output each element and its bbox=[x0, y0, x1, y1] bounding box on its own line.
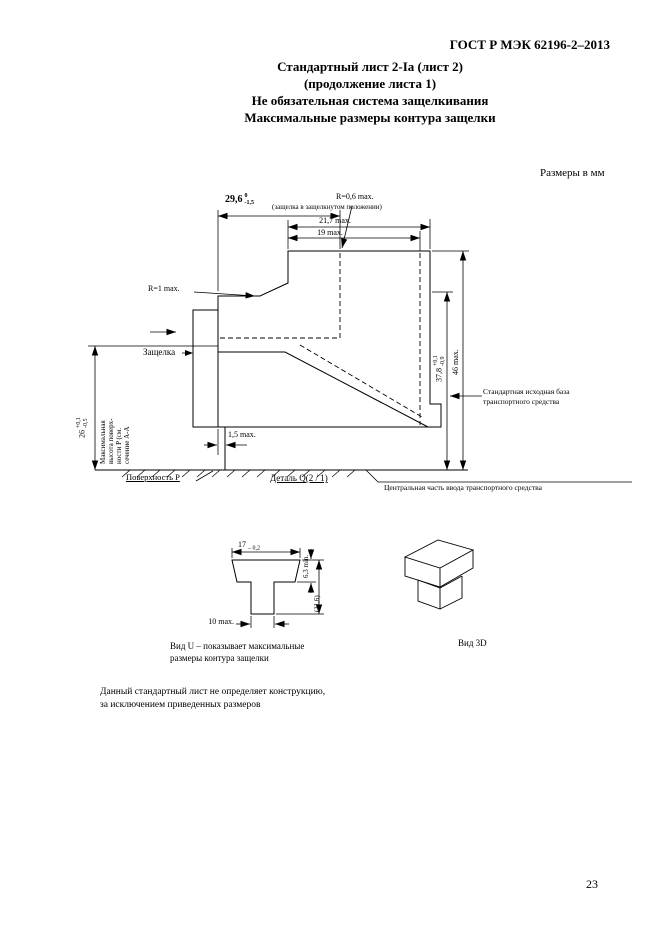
latch-outline bbox=[95, 251, 473, 614]
footer-note-line2: за исключением приведенных размеров bbox=[100, 700, 261, 710]
dim-26-tolerance bbox=[76, 417, 89, 428]
dim-26-tol-dn: -0,5 bbox=[82, 418, 89, 428]
view-u-caption-line1: Вид U – показывает максимальные bbox=[170, 641, 305, 651]
dim-17-value: 17 bbox=[238, 540, 246, 549]
dim-46: 46 max. bbox=[451, 349, 460, 375]
footer-note bbox=[100, 686, 325, 712]
dim-29-6-tolerance bbox=[245, 193, 255, 206]
title-line-2: (продолжение листа 1) bbox=[303, 76, 437, 91]
dim-21-7: 21,7 max. bbox=[319, 216, 351, 225]
dim-1-5: 1,5 max. bbox=[228, 430, 256, 439]
view-u-profile bbox=[232, 560, 300, 614]
ref-base-label bbox=[483, 387, 570, 406]
central-part-label: Центральная часть ввода транспортного средства bbox=[384, 483, 542, 492]
title-line-1: Стандартный лист 2-Ia (лист 2) bbox=[277, 59, 463, 74]
dim-26-value: 26 bbox=[77, 430, 87, 438]
dim-26-tol-up: +0,1 bbox=[76, 417, 82, 428]
latched-note: (защелка в защелкнутом положении) bbox=[272, 203, 382, 211]
dim-17-tolerance: – 0,2 bbox=[248, 545, 260, 552]
page-number: 23 bbox=[586, 877, 598, 891]
dim-17 bbox=[238, 540, 260, 552]
view-3d-caption: Вид 3D bbox=[458, 638, 487, 648]
dim-29-6-tol-dn: -1,5 bbox=[244, 199, 254, 206]
ref-base-line2: транспортного средства bbox=[483, 396, 560, 406]
footer-note-line1: Данный стандартный лист не определяет конструкцию, bbox=[100, 687, 326, 697]
dim-29-6 bbox=[225, 193, 254, 206]
title-line-4: Максимальные размеры контура защелки bbox=[244, 110, 496, 125]
view-u-caption-line2: размеры контура защелки bbox=[170, 653, 269, 663]
dim-29-6-value: 29,6 bbox=[225, 193, 243, 205]
leader-latch-arrowhead bbox=[185, 350, 193, 356]
leader-r1 bbox=[194, 292, 255, 296]
view-u-caption bbox=[170, 640, 304, 664]
surface-note-line1: Максимальная bbox=[99, 420, 107, 464]
dim-10: 10 max. bbox=[208, 617, 234, 626]
leader-central-part bbox=[366, 470, 632, 482]
dim-29-6-tol-up: 0 bbox=[244, 193, 248, 199]
leader-lines bbox=[150, 206, 632, 482]
surface-note-line4: сечение А-А bbox=[123, 426, 131, 464]
document-header: ГОСТ Р МЭК 62196-2–2013 bbox=[449, 37, 610, 52]
dim-37-8-value: 37,8 bbox=[434, 368, 444, 382]
dimension-lines bbox=[95, 216, 463, 624]
dim-11-6: (11,6) bbox=[313, 595, 321, 612]
view-3d-sketch bbox=[405, 540, 473, 609]
detail-label: Деталь Q(2 / 1) bbox=[270, 473, 328, 483]
r1-label: R=1 max. bbox=[148, 284, 180, 293]
surface-note-line2: высота поверх- bbox=[107, 418, 115, 464]
units-note: Размеры в мм bbox=[540, 167, 605, 179]
ref-base-line1: Стандартная исходная база bbox=[483, 387, 570, 396]
dim-37-8-tolerance bbox=[433, 355, 446, 366]
surface-p-label: Поверхность P bbox=[126, 472, 180, 482]
dim-6-3: 6,3 min. bbox=[302, 554, 310, 578]
dim-37-8-tol-dn: -0,9 bbox=[439, 356, 446, 366]
r06-label: R=0,6 max. bbox=[336, 192, 374, 201]
latch-label: Защелка bbox=[143, 347, 176, 357]
dim-37-8 bbox=[433, 355, 446, 382]
surface-note-line3: ности P (см. bbox=[115, 427, 123, 464]
surface-p-height-note bbox=[99, 419, 131, 464]
latched-position-contour bbox=[220, 253, 422, 425]
title-line-3: Не обязательная система защелкивания bbox=[251, 93, 489, 108]
dim-37-8-tol-up: +0,1 bbox=[433, 355, 439, 366]
dim-19: 19 max. bbox=[317, 228, 343, 237]
dim-26 bbox=[76, 417, 89, 438]
